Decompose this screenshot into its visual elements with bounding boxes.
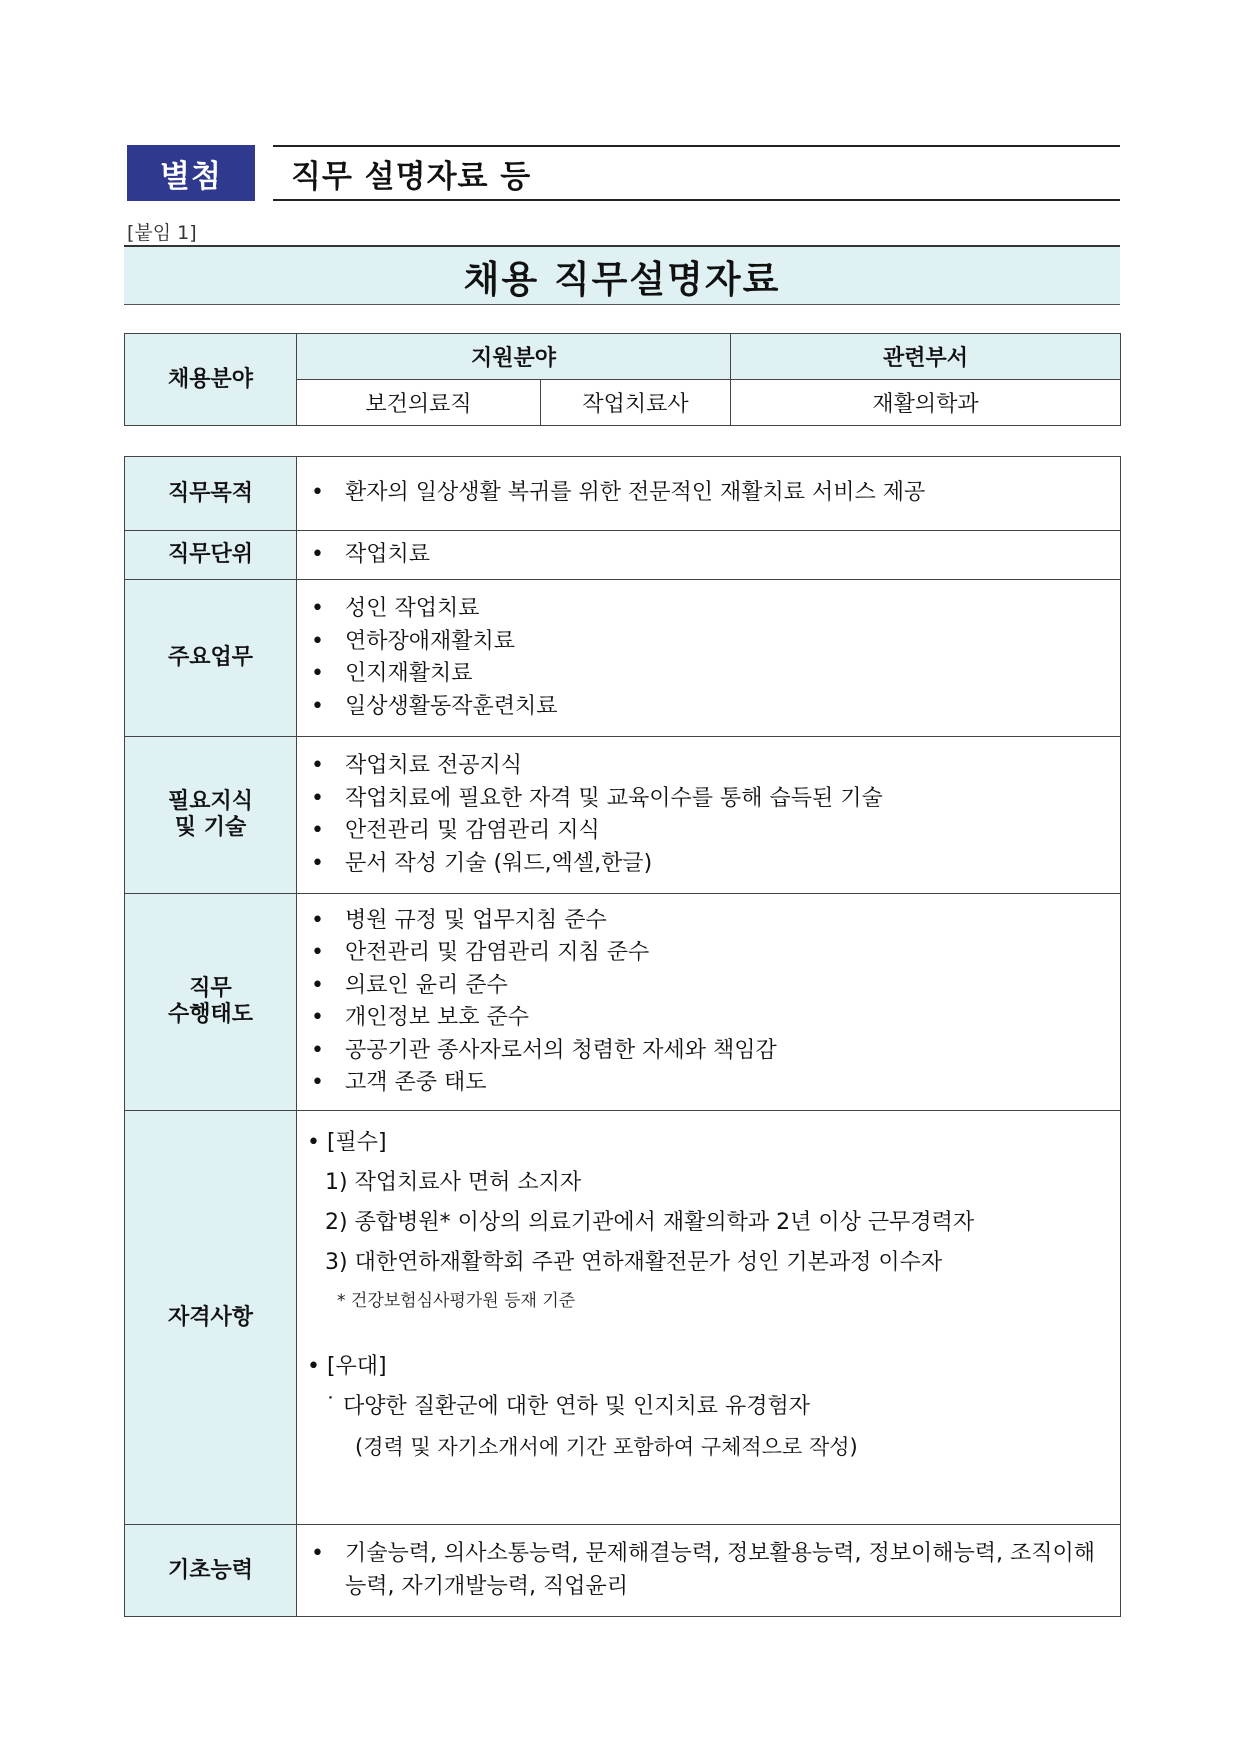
document-title-banner xyxy=(124,245,1120,305)
job-description-table xyxy=(124,456,1121,1617)
recruit-field-table xyxy=(124,333,1121,426)
bullet-icon: • xyxy=(311,480,324,506)
basic-ability-list xyxy=(307,1538,1112,1603)
appendix-title: 직무 설명자료 등 xyxy=(291,158,532,195)
appendix-badge: 별첨 xyxy=(127,145,255,201)
attitude-row xyxy=(125,894,1121,1111)
purpose-label: 직무목적 xyxy=(125,457,297,531)
bullet-icon: • xyxy=(311,785,324,811)
list-item: • 성인 작업치료 xyxy=(307,593,1112,626)
preferred-note: (경력 및 자기소개서에 기간 포함하여 구체적으로 작성) xyxy=(355,1435,858,1459)
duties-list xyxy=(307,593,1112,723)
list-item: • 문서 작성 기술 (워드,엑셀,한글) xyxy=(307,848,1112,881)
bullet-icon: • xyxy=(311,850,324,876)
duties-row xyxy=(125,580,1121,737)
bullet-icon: • xyxy=(311,661,324,686)
bullet-icon: • xyxy=(311,940,324,965)
required-item: 2) 종합병원* 이상의 의료기관에서 재활의학과 2년 이상 근무경력자 xyxy=(325,1210,975,1235)
bullet-icon: • xyxy=(311,596,324,621)
bullet-icon: • xyxy=(311,1037,324,1063)
purpose-list xyxy=(307,477,1112,510)
apply-field-header: 지원분야 xyxy=(297,334,731,380)
required-heading: • [필수] xyxy=(307,1130,387,1155)
duties-label: 주요업무 xyxy=(125,580,297,737)
qualification-row xyxy=(125,1111,1121,1525)
required-footnote: * 건강보험심사평가원 등재 기준 xyxy=(337,1291,576,1311)
list-item: • 기술능력, 의사소통능력, 문제해결능력, 정보활용능력, 정보이해능력, 조직이해능력, 자기개발능력, 직업윤리 xyxy=(307,1538,1112,1603)
purpose-row xyxy=(125,457,1121,531)
unit-label: 직무단위 xyxy=(125,531,297,580)
bullet-icon: • xyxy=(311,1541,324,1566)
preferred-item: ˙ 다양한 질환군에 대한 연하 및 인지치료 유경험자 xyxy=(325,1394,810,1419)
list-item: • 병원 규정 및 업무지침 준수 xyxy=(307,905,1112,938)
bullet-icon: • xyxy=(311,753,324,778)
list-item: • 공공기관 종사자로서의 청렴한 자세와 책임감 xyxy=(307,1035,1112,1068)
list-item: • 연하장애재활치료 xyxy=(307,626,1112,659)
list-item: • 작업치료에 필요한 자격 및 교육이수를 통해 습득된 기술 xyxy=(307,783,1112,816)
attitude-label: 직무 수행태도 xyxy=(125,894,297,1111)
skills-list xyxy=(307,750,1112,880)
preferred-heading: • [우대] xyxy=(307,1354,387,1379)
list-item: • 안전관리 및 감염관리 지식 xyxy=(307,815,1112,848)
bullet-icon: • xyxy=(311,628,324,654)
required-item: 3) 대한연하재활학회 주관 연하재활전문가 성인 기본과정 이수자 xyxy=(325,1250,943,1275)
required-item: 1) 작업치료사 면허 소지자 xyxy=(325,1170,582,1195)
unit-list xyxy=(307,539,1112,572)
apply-field-category: 보건의료직 xyxy=(297,380,541,426)
list-item: • 작업치료 xyxy=(307,539,1112,572)
bullet-icon: • xyxy=(311,1070,324,1095)
list-item: • 일상생활동작훈련치료 xyxy=(307,691,1112,724)
basic-ability-row xyxy=(125,1525,1121,1617)
recruit-field-label: 채용분야 xyxy=(125,334,297,426)
skills-row xyxy=(125,737,1121,894)
bullet-icon: • xyxy=(311,972,324,998)
attitude-list xyxy=(307,905,1112,1100)
apply-field-job: 작업치료사 xyxy=(541,380,731,426)
appendix-header xyxy=(127,145,1120,201)
list-item: • 인지재활치료 xyxy=(307,658,1112,691)
attachment-label: [붙임 1] xyxy=(127,222,197,244)
list-item: • 고객 존중 태도 xyxy=(307,1067,1112,1100)
bullet-icon: • xyxy=(311,907,324,933)
document-title: 채용 직무설명자료 xyxy=(463,257,781,301)
bullet-icon: • xyxy=(311,1005,324,1030)
unit-row xyxy=(125,531,1121,580)
basic-ability-label: 기초능력 xyxy=(125,1525,297,1617)
list-item: • 안전관리 및 감염관리 지침 준수 xyxy=(307,937,1112,970)
bullet-icon: • xyxy=(311,541,324,567)
appendix-title-bar xyxy=(273,145,1120,201)
qualification-label: 자격사항 xyxy=(125,1111,297,1525)
skills-label: 필요지식 및 기술 xyxy=(125,737,297,894)
related-dept-header: 관련부서 xyxy=(731,334,1121,380)
related-dept-value: 재활의학과 xyxy=(731,380,1121,426)
bullet-icon: • xyxy=(311,693,324,719)
bullet-icon: • xyxy=(311,818,324,843)
list-item: • 의료인 윤리 준수 xyxy=(307,970,1112,1003)
list-item: • 환자의 일상생활 복귀를 위한 전문적인 재활치료 서비스 제공 xyxy=(307,477,1112,510)
list-item: • 작업치료 전공지식 xyxy=(307,750,1112,783)
list-item: • 개인정보 보호 준수 xyxy=(307,1002,1112,1035)
